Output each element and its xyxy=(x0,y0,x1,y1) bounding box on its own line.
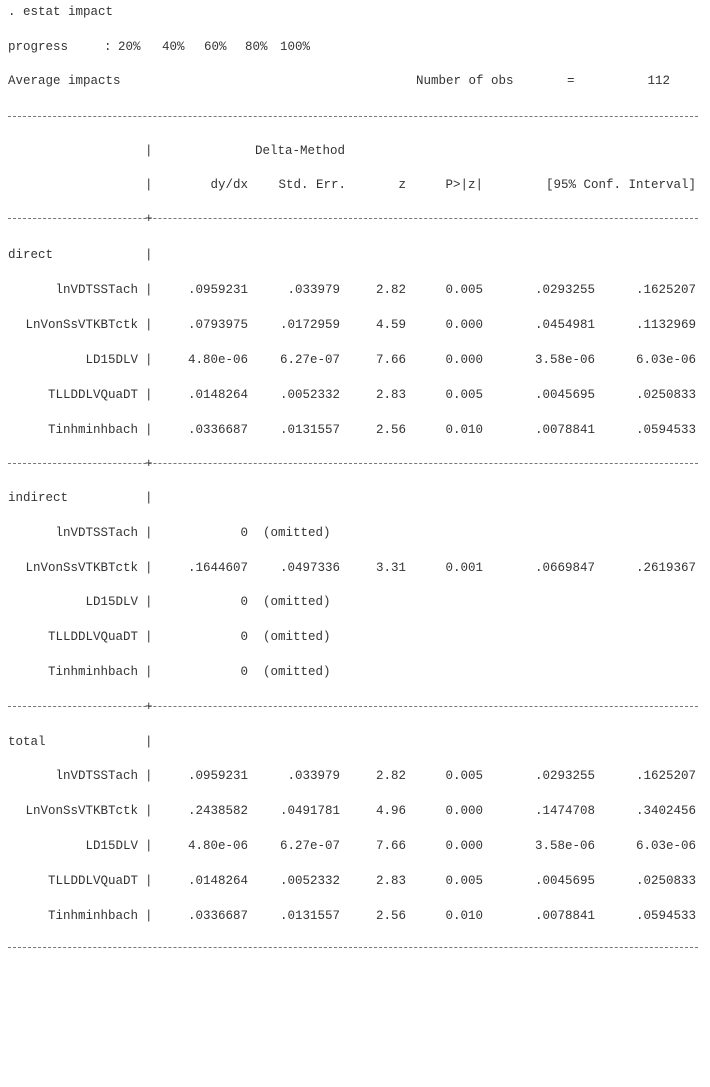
cell-dydx: 0 xyxy=(240,526,248,540)
cell-dydx: 0 xyxy=(240,595,248,609)
cell-dydx: .0959231 xyxy=(187,283,248,297)
var-name: lnVDTSSTach xyxy=(55,769,138,783)
cell-dydx: .2438582 xyxy=(187,804,248,818)
cell-pvalue: 0.010 xyxy=(445,423,483,437)
table-row xyxy=(0,663,710,681)
cell-dydx: 0 xyxy=(240,665,248,679)
table-row xyxy=(0,767,710,785)
cell-ci-upper: .1132969 xyxy=(635,318,696,332)
cell-ci-lower: 3.58e-06 xyxy=(534,839,595,853)
section-divider: + xyxy=(0,698,710,716)
cell-ci-upper: .0250833 xyxy=(635,388,696,402)
cell-dydx: .0793975 xyxy=(187,318,248,332)
table-row xyxy=(0,421,710,439)
obs-label: Number of obs xyxy=(416,74,514,88)
column-separator: | xyxy=(145,283,153,297)
command-line xyxy=(0,3,710,21)
cell-ci-lower: .0293255 xyxy=(534,769,595,783)
obs-value: 112 xyxy=(647,74,670,88)
cell-ci-upper: .0250833 xyxy=(635,874,696,888)
cell-ci-lower: .0078841 xyxy=(534,909,595,923)
var-name: TLLDDLVQuaDT xyxy=(47,874,138,888)
command-text: . estat impact xyxy=(8,5,114,19)
cell-std-err: (omitted) xyxy=(263,665,331,679)
var-name: LD15DLV xyxy=(85,839,138,853)
cell-std-err: 6.27e-07 xyxy=(279,353,340,367)
cell-ci-upper: .0594533 xyxy=(635,909,696,923)
cell-z: 7.66 xyxy=(375,839,406,853)
cell-z: 2.82 xyxy=(375,283,406,297)
progress-step: 60% xyxy=(204,40,227,54)
table-row xyxy=(0,316,710,334)
cell-std-err: (omitted) xyxy=(263,595,331,609)
cell-ci-upper: .0594533 xyxy=(635,423,696,437)
table-row xyxy=(0,628,710,646)
var-name: LD15DLV xyxy=(85,353,138,367)
section-divider: + xyxy=(0,455,710,473)
column-separator: | xyxy=(145,144,153,158)
section-label: total xyxy=(8,735,46,749)
column-separator: | xyxy=(145,318,153,332)
column-separator: | xyxy=(145,769,153,783)
var-name: LnVonSsVTKBTctk xyxy=(25,804,138,818)
progress-step: 40% xyxy=(162,40,185,54)
progress-step: 20% xyxy=(118,40,141,54)
column-header xyxy=(0,176,710,194)
cell-ci-lower: .0454981 xyxy=(534,318,595,332)
summary-line xyxy=(0,72,710,90)
column-separator: | xyxy=(145,595,153,609)
method-header xyxy=(0,142,710,160)
cell-pvalue: 0.005 xyxy=(445,874,483,888)
table-row xyxy=(0,837,710,855)
column-separator: | xyxy=(145,388,153,402)
cell-std-err: .0491781 xyxy=(279,804,340,818)
cell-pvalue: 0.005 xyxy=(445,388,483,402)
cell-std-err: .0131557 xyxy=(279,423,340,437)
cell-z: 2.83 xyxy=(375,388,406,402)
cell-z: 4.96 xyxy=(375,804,406,818)
cell-dydx: .0336687 xyxy=(187,909,248,923)
method-title: Delta-Method xyxy=(255,144,346,158)
top-divider xyxy=(0,108,710,126)
column-separator: | xyxy=(145,491,153,505)
table-row xyxy=(0,281,710,299)
cell-dydx: .0148264 xyxy=(187,388,248,402)
var-name: LnVonSsVTKBTctk xyxy=(25,318,138,332)
column-separator: | xyxy=(145,423,153,437)
column-separator: | xyxy=(145,804,153,818)
cell-dydx: 4.80e-06 xyxy=(187,839,248,853)
column-separator: | xyxy=(145,874,153,888)
cell-ci-lower: 3.58e-06 xyxy=(534,353,595,367)
cell-std-err: .0131557 xyxy=(279,909,340,923)
progress-separator: : xyxy=(104,40,112,54)
cell-dydx: 0 xyxy=(240,630,248,644)
progress-line xyxy=(0,38,710,56)
table-row xyxy=(0,351,710,369)
cell-pvalue: 0.005 xyxy=(445,283,483,297)
column-separator: | xyxy=(145,839,153,853)
section-total xyxy=(0,733,710,751)
cell-dydx: .1644607 xyxy=(187,561,248,575)
cell-std-err: .0052332 xyxy=(279,388,340,402)
cell-z: 3.31 xyxy=(375,561,406,575)
cell-ci-lower: .0045695 xyxy=(534,388,595,402)
cell-std-err: .0172959 xyxy=(279,318,340,332)
cell-pvalue: 0.010 xyxy=(445,909,483,923)
cell-std-err: .0497336 xyxy=(279,561,340,575)
cell-ci-lower: .0293255 xyxy=(534,283,595,297)
cell-ci-upper: .1625207 xyxy=(635,769,696,783)
var-name: TLLDDLVQuaDT xyxy=(47,388,138,402)
cell-dydx: 4.80e-06 xyxy=(187,353,248,367)
column-separator: | xyxy=(145,526,153,540)
column-separator: | xyxy=(145,561,153,575)
cell-ci-upper: 6.03e-06 xyxy=(635,839,696,853)
section-label: direct xyxy=(8,248,54,262)
cell-std-err: (omitted) xyxy=(263,630,331,644)
cell-std-err: .033979 xyxy=(287,283,340,297)
column-separator: | xyxy=(145,248,153,262)
cell-z: 4.59 xyxy=(375,318,406,332)
table-row xyxy=(0,593,710,611)
var-name: Tinhminhbach xyxy=(47,909,138,923)
cell-std-err: 6.27e-07 xyxy=(279,839,340,853)
cell-std-err: (omitted) xyxy=(263,526,331,540)
col-std-err: Std. Err. xyxy=(278,178,346,192)
cell-ci-lower: .0045695 xyxy=(534,874,595,888)
cell-dydx: .0336687 xyxy=(187,423,248,437)
cell-ci-lower: .0078841 xyxy=(534,423,595,437)
table-row xyxy=(0,559,710,577)
table-row xyxy=(0,386,710,404)
summary-title: Average impacts xyxy=(8,74,121,88)
cell-std-err: .0052332 xyxy=(279,874,340,888)
progress-step: 100% xyxy=(280,40,311,54)
col-dydx: dy/dx xyxy=(210,178,248,192)
column-separator: | xyxy=(145,353,153,367)
var-name: LD15DLV xyxy=(85,595,138,609)
cell-z: 7.66 xyxy=(375,353,406,367)
progress-label: progress xyxy=(8,40,69,54)
cell-ci-lower: .0669847 xyxy=(534,561,595,575)
cell-dydx: .0959231 xyxy=(187,769,248,783)
var-name: Tinhminhbach xyxy=(47,423,138,437)
cell-pvalue: 0.000 xyxy=(445,804,483,818)
cell-ci-upper: .2619367 xyxy=(635,561,696,575)
header-divider: + xyxy=(0,210,710,228)
cell-pvalue: 0.000 xyxy=(445,318,483,332)
column-separator: | xyxy=(145,630,153,644)
obs-equals: = xyxy=(567,74,575,88)
cell-pvalue: 0.000 xyxy=(445,839,483,853)
cell-ci-upper: .1625207 xyxy=(635,283,696,297)
column-separator: | xyxy=(145,665,153,679)
col-conf-interval: [95% Conf. Interval] xyxy=(545,178,696,192)
cell-ci-upper: .3402456 xyxy=(635,804,696,818)
column-separator: | xyxy=(145,178,153,192)
section-label: indirect xyxy=(8,491,69,505)
var-name: lnVDTSSTach xyxy=(55,283,138,297)
table-row xyxy=(0,907,710,925)
var-name: LnVonSsVTKBTctk xyxy=(25,561,138,575)
table-row xyxy=(0,802,710,820)
progress-step: 80% xyxy=(245,40,268,54)
cell-z: 2.83 xyxy=(375,874,406,888)
cell-pvalue: 0.000 xyxy=(445,353,483,367)
cell-z: 2.56 xyxy=(375,909,406,923)
cell-z: 2.56 xyxy=(375,423,406,437)
col-z: z xyxy=(398,178,406,192)
section-direct xyxy=(0,246,710,264)
cell-ci-lower: .1474708 xyxy=(534,804,595,818)
cell-pvalue: 0.005 xyxy=(445,769,483,783)
table-row xyxy=(0,872,710,890)
var-name: Tinhminhbach xyxy=(47,665,138,679)
cell-z: 2.82 xyxy=(375,769,406,783)
section-indirect xyxy=(0,489,710,507)
var-name: lnVDTSSTach xyxy=(55,526,138,540)
col-pvalue: P>|z| xyxy=(445,178,483,192)
column-separator: | xyxy=(145,735,153,749)
cell-std-err: .033979 xyxy=(287,769,340,783)
cell-pvalue: 0.001 xyxy=(445,561,483,575)
column-separator: | xyxy=(145,909,153,923)
var-name: TLLDDLVQuaDT xyxy=(47,630,138,644)
cell-ci-upper: 6.03e-06 xyxy=(635,353,696,367)
table-row xyxy=(0,524,710,542)
cell-dydx: .0148264 xyxy=(187,874,248,888)
bottom-divider xyxy=(0,939,710,957)
